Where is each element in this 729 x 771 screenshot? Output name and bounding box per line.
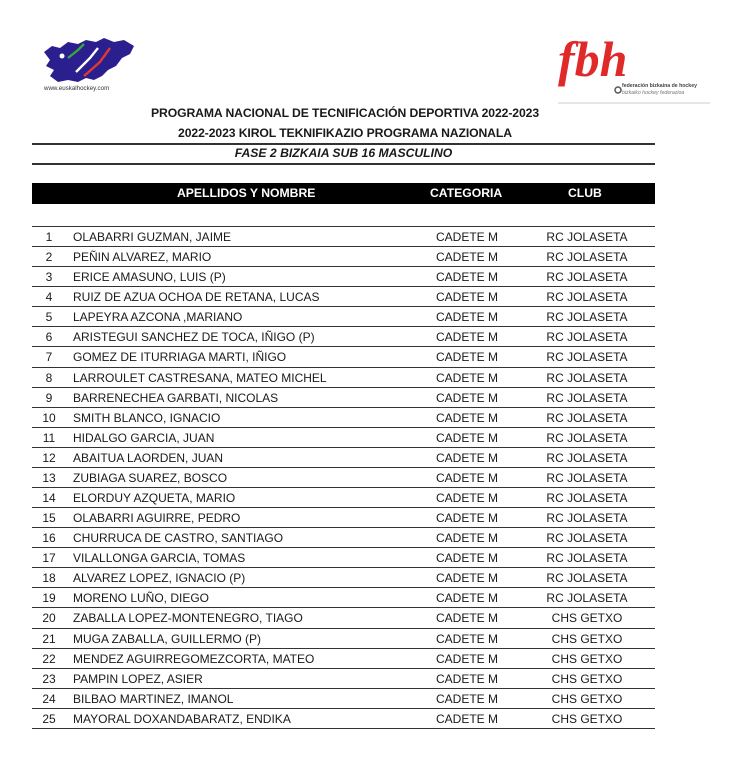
player-club: CHS GETXO (551, 651, 623, 666)
player-name: OLABARRI GUZMAN, JAIME (73, 230, 232, 244)
row-number: 6 (45, 330, 53, 345)
row-number: 24 (42, 691, 56, 706)
table-row (32, 427, 655, 447)
player-category: CADETE M (436, 691, 499, 706)
player-name: HIDALGO GARCIA, JUAN (73, 430, 215, 445)
document-title: PROGRAMA NACIONAL DE TECNIFICACIÓN DEPORTIVA 2022-2023 (150, 106, 540, 120)
player-club: CHS GETXO (551, 611, 623, 626)
player-category: CADETE M (436, 410, 499, 425)
player-category: CADETE M (436, 671, 499, 686)
player-name: BARRENECHEA GARBATI, NICOLAS (73, 390, 279, 405)
player-name: ARISTEGUI SANCHEZ DE TOCA, IÑIGO (P) (73, 330, 315, 345)
player-category: CADETE M (436, 631, 499, 646)
table-row (32, 306, 655, 326)
table-row (32, 266, 655, 286)
table-row (32, 447, 655, 467)
row-number: 5 (45, 310, 53, 325)
row-number: 18 (42, 571, 56, 586)
table-row (32, 367, 655, 387)
table-row (32, 246, 655, 266)
row-number: 9 (45, 390, 53, 405)
player-name: CHURRUCA DE CASTRO, SANTIAGO (73, 531, 284, 546)
table-row (32, 688, 655, 708)
player-category: CADETE M (436, 310, 499, 325)
table-row (32, 607, 655, 627)
table-row (32, 487, 655, 507)
player-category: CADETE M (436, 230, 499, 244)
player-name: LARROULET CASTRESANA, MATEO MICHEL (73, 370, 327, 385)
player-club: RC JOLASETA (546, 290, 628, 305)
player-name: PAMPIN LOPEZ, ASIER (73, 671, 203, 686)
table-row (32, 668, 655, 688)
player-club: RC JOLASETA (546, 571, 628, 586)
player-club: RC JOLASETA (546, 531, 628, 546)
column-header-name: APELLIDOS Y NOMBRE (177, 186, 316, 200)
player-category: CADETE M (436, 651, 499, 666)
player-name: MORENO LUÑO, DIEGO (73, 591, 210, 606)
logo-underline (558, 102, 710, 104)
player-name: BILBAO MARTINEZ, IMANOL (73, 691, 234, 706)
player-club: CHS GETXO (551, 711, 623, 726)
divider (32, 163, 655, 165)
document-title-basque: 2022-2023 KIROL TEKNIFIKAZIO PROGRAMA NAZIONALA (178, 126, 512, 140)
player-name: ELORDUY AZQUETA, MARIO (73, 491, 236, 506)
row-number: 12 (42, 450, 56, 465)
player-name: MENDEZ AGUIRREGOMEZCORTA, MATEO (73, 651, 315, 666)
player-club: CHS GETXO (551, 671, 623, 686)
row-number: 16 (42, 531, 56, 546)
table-row (32, 226, 655, 246)
player-name: LAPEYRA AZCONA ,MARIANO (73, 310, 243, 325)
row-number: 14 (42, 491, 56, 506)
row-number: 2 (45, 250, 53, 265)
logo-url-text: www.euskalhockey.com (44, 85, 110, 92)
row-number: 20 (42, 611, 56, 626)
table-row (32, 587, 655, 607)
column-header-category: CATEGORIA (430, 186, 503, 200)
row-number: 7 (45, 350, 53, 365)
row-number: 11 (42, 430, 56, 445)
player-club: RC JOLASETA (546, 491, 628, 506)
player-name: RUIZ DE AZUA OCHOA DE RETANA, LUCAS (73, 290, 320, 305)
fbh-logo (556, 24, 716, 106)
player-name: ALVAREZ LOPEZ, IGNACIO (P) (73, 571, 246, 586)
row-number: 23 (42, 671, 56, 686)
row-number: 13 (42, 470, 56, 485)
player-name: VILALLONGA GARCIA, TOMAS (73, 551, 246, 566)
player-club: RC JOLASETA (546, 410, 628, 425)
player-category: CADETE M (436, 350, 499, 365)
table-row (32, 507, 655, 527)
euskal-hockey-logo (38, 36, 138, 94)
player-name: SMITH BLANCO, IGNACIO (73, 410, 221, 425)
player-category: CADETE M (436, 290, 499, 305)
player-name: GOMEZ DE ITURRIAGA MARTI, IÑIGO (73, 350, 287, 365)
row-number: 19 (42, 591, 56, 606)
row-number: 15 (42, 511, 56, 526)
player-name: MAYORAL DOXANDABARATZ, ENDIKA (73, 711, 291, 726)
fbh-logo-line2: bizkaiko hockey federazioa (622, 90, 685, 96)
player-name: ZUBIAGA SUAREZ, BOSCO (73, 470, 228, 485)
player-name: ABAITUA LAORDEN, JUAN (73, 450, 224, 465)
row-number: 22 (42, 651, 56, 666)
player-club: RC JOLASETA (546, 310, 628, 325)
table-row (32, 628, 655, 648)
row-number: 3 (45, 270, 53, 285)
player-name: OLABARRI AGUIRRE, PEDRO (73, 511, 241, 526)
table-row (32, 567, 655, 587)
player-category: CADETE M (436, 511, 499, 526)
player-table (32, 226, 655, 729)
table-row (32, 346, 655, 366)
player-club: RC JOLASETA (546, 430, 628, 445)
player-category: CADETE M (436, 571, 499, 586)
table-row (32, 527, 655, 547)
player-name: MUGA ZABALLA, GUILLERMO (P) (73, 631, 262, 646)
player-category: CADETE M (436, 531, 499, 546)
player-club: CHS GETXO (551, 691, 623, 706)
player-club: RC JOLASETA (546, 370, 628, 385)
player-club: RC JOLASETA (546, 250, 628, 265)
row-number: 25 (42, 711, 56, 726)
player-name: ERICE AMASUNO, LUIS (P) (73, 270, 226, 285)
table-row (32, 467, 655, 487)
player-category: CADETE M (436, 491, 499, 506)
document-subtitle: FASE 2 BIZKAIA SUB 16 MASCULINO (234, 146, 453, 160)
player-club: RC JOLASETA (546, 330, 628, 345)
player-category: CADETE M (436, 330, 499, 345)
table-row (32, 708, 655, 730)
player-name: ZABALLA LOPEZ-MONTENEGRO, TIAGO (73, 611, 303, 626)
player-club: RC JOLASETA (546, 470, 628, 485)
fbh-logo-line1: federación bizkaina de hockey (622, 83, 697, 89)
player-category: CADETE M (436, 250, 499, 265)
table-header (32, 183, 655, 204)
player-name: PEÑIN ALVAREZ, MARIO (73, 250, 212, 265)
player-club: RC JOLASETA (546, 551, 628, 566)
player-category: CADETE M (436, 390, 499, 405)
player-club: RC JOLASETA (546, 450, 628, 465)
player-category: CADETE M (436, 270, 499, 285)
table-row (32, 547, 655, 567)
player-category: CADETE M (436, 551, 499, 566)
row-number: 10 (42, 410, 56, 425)
player-club: RC JOLASETA (546, 270, 628, 285)
table-row (32, 648, 655, 668)
player-club: RC JOLASETA (546, 390, 628, 405)
table-row (32, 407, 655, 427)
player-category: CADETE M (436, 370, 499, 385)
column-header-club: CLUB (568, 186, 602, 200)
player-category: CADETE M (436, 611, 499, 626)
player-club: RC JOLASETA (546, 350, 628, 365)
fbh-logo-letters: fbh (558, 31, 628, 87)
divider (32, 143, 655, 145)
row-number: 21 (42, 631, 56, 646)
row-number: 17 (42, 551, 56, 566)
row-number: 8 (45, 370, 53, 385)
player-category: CADETE M (436, 711, 499, 726)
row-number: 4 (45, 290, 53, 305)
player-category: CADETE M (436, 450, 499, 465)
player-club: RC JOLASETA (546, 511, 628, 526)
player-club: RC JOLASETA (546, 591, 628, 606)
row-number: 1 (45, 230, 53, 244)
player-category: CADETE M (436, 470, 499, 485)
table-row (32, 387, 655, 407)
player-club: CHS GETXO (551, 631, 623, 646)
player-category: CADETE M (436, 591, 499, 606)
player-club: RC JOLASETA (546, 230, 628, 244)
table-row (32, 286, 655, 306)
player-category: CADETE M (436, 430, 499, 445)
table-row (32, 326, 655, 346)
